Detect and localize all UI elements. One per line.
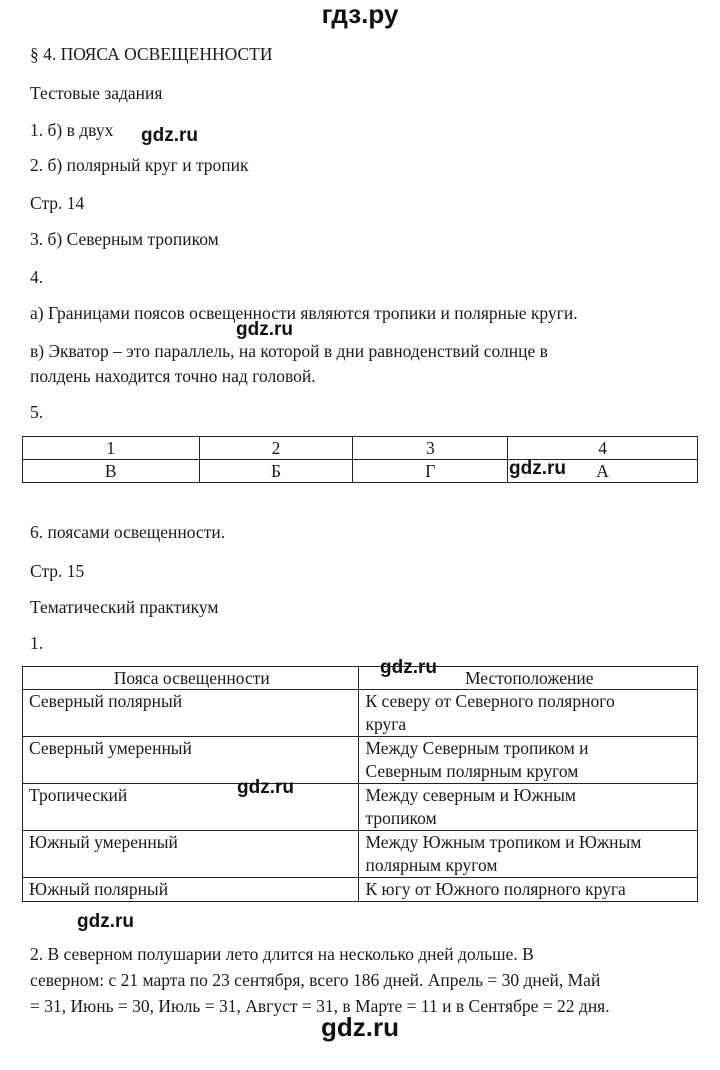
- answer-2-line1: 2. В северном полушарии лето длится на несколько дней дольше. В: [30, 944, 534, 964]
- match-header-cell: 2: [199, 437, 353, 460]
- table-row: [23, 784, 698, 831]
- table-row: [23, 690, 698, 737]
- match-table-value-row: [23, 460, 698, 483]
- zone-location-line: Между Северным тропиком и: [365, 738, 589, 758]
- zone-name: Северный полярный: [23, 690, 359, 737]
- answer-2-line2: северном: с 21 марта по 23 сентября, всего 186 дней. Апрель = 30 дней, Май: [30, 970, 601, 990]
- match-table-header-row: [23, 437, 698, 460]
- answer-4a: а) Границами поясов освещенности являются тропики и полярные круги.: [30, 303, 578, 323]
- match-header-cell: 4: [508, 437, 698, 460]
- zone-location: [359, 831, 698, 878]
- answer-2: 2. б) полярный круг и тропик: [30, 155, 249, 175]
- site-logo-top: гдз.ру: [321, 0, 399, 29]
- zone-location: [359, 737, 698, 784]
- zone-location-line: Между Южным тропиком и Южным: [365, 832, 642, 852]
- zones-table: [22, 666, 698, 902]
- page-ref-15: Стр. 15: [30, 561, 85, 581]
- answer-5: 5.: [30, 402, 44, 422]
- answer-6: 6. поясами освещенности.: [30, 522, 226, 542]
- answer-4v-line1: в) Экватор – это параллель, на которой в дни равноденствий солнце в: [30, 341, 548, 361]
- zone-location-line: К югу от Южного полярного круга: [365, 879, 626, 899]
- watermark: gdz.ru: [141, 125, 198, 146]
- zones-table-header-row: [23, 667, 698, 690]
- zone-location-line: К северу от Северного полярного: [365, 691, 615, 711]
- zone-location-line: Между северным и Южным: [365, 785, 576, 805]
- zone-location: [359, 784, 698, 831]
- answer-3: 3. б) Северным тропиком: [30, 229, 219, 249]
- watermark: gdz.ru: [380, 657, 437, 678]
- match-value-cell: Б: [199, 460, 353, 483]
- answer-4v-line2: полдень находится точно над головой.: [30, 366, 316, 386]
- match-value-cell: Г: [353, 460, 508, 483]
- zone-location-line: полярным кругом: [365, 855, 498, 875]
- match-table: [22, 436, 698, 483]
- table-row: [23, 737, 698, 784]
- answer-1: 1. б) в двух: [30, 120, 114, 140]
- subheading: Тестовые задания: [30, 83, 163, 103]
- zones-header-zone: Пояса освещенности: [23, 667, 359, 690]
- match-header-cell: 1: [23, 437, 200, 460]
- match-value-cell: А: [508, 460, 698, 483]
- page-ref-14: Стр. 14: [30, 193, 85, 213]
- table-row: [23, 878, 698, 902]
- table-row: [23, 831, 698, 878]
- zone-name: Северный умеренный: [23, 737, 359, 784]
- practicum-answer-1: 1.: [30, 633, 44, 653]
- zone-location-line: тропиком: [365, 808, 437, 828]
- practicum-heading: Тематический практикум: [30, 597, 219, 617]
- watermark: gdz.ru: [236, 319, 293, 340]
- watermark: gdz.ru: [77, 911, 134, 932]
- zone-name: Южный полярный: [23, 878, 359, 902]
- zone-location: [359, 690, 698, 737]
- zone-location-line: Северным полярным кругом: [365, 761, 579, 781]
- watermark: gdz.ru: [237, 777, 294, 798]
- zone-location: [359, 878, 698, 902]
- answer-2-line3: = 31, Июнь = 30, Июль = 31, Август = 31, в Марте = 11 и в Сентябре = 22 дня.: [30, 996, 610, 1016]
- site-logo-bottom: gdz.ru: [321, 1012, 399, 1042]
- zone-name: Южный умеренный: [23, 831, 359, 878]
- zone-location-line: круга: [365, 714, 407, 734]
- zones-header-location: Местоположение: [359, 667, 698, 690]
- section-heading: § 4. ПОЯСА ОСВЕЩЕННОСТИ: [30, 44, 273, 64]
- match-header-cell: 3: [353, 437, 508, 460]
- zone-name: Тропический: [23, 784, 359, 831]
- answer-4: 4.: [30, 267, 44, 287]
- watermark: gdz.ru: [509, 458, 566, 479]
- match-value-cell: В: [23, 460, 200, 483]
